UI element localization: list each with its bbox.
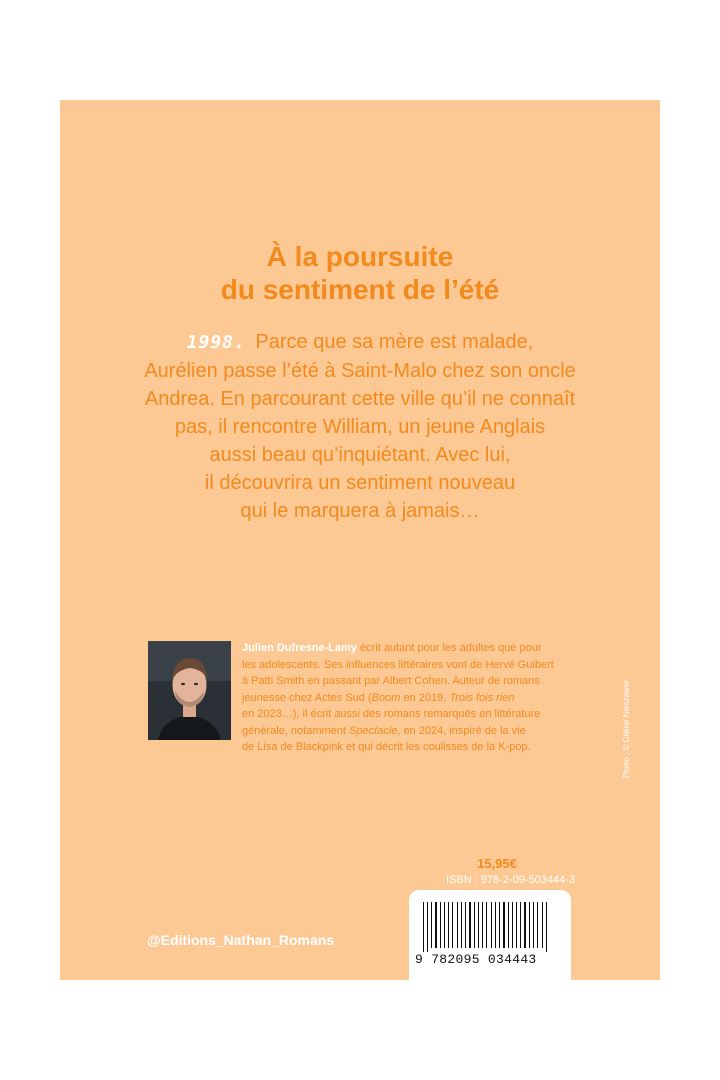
author-bio-line (242, 723, 587, 740)
author-bio-line: les adolescents. Ses influences littéraires vont de Hervé Guibert (242, 658, 554, 671)
author-portrait-image (148, 641, 231, 740)
book-title-line: À la poursuite (266, 241, 454, 272)
barcode-icon (421, 902, 559, 952)
barcode-digits: 9 782095 034443 (415, 952, 537, 967)
author-name: Julien Dufresne-Lamy (242, 642, 357, 654)
book-title-trois-fois-rien: Trois fois rien (449, 691, 515, 704)
synopsis-year: 1998. (186, 332, 246, 353)
book-back-cover (60, 100, 660, 980)
photo-credit (622, 638, 636, 778)
author-bio-line (242, 640, 587, 657)
book-title-boom: Boom (371, 691, 401, 704)
synopsis-line: Andrea. En parcourant cette ville qu’il ne connaît (144, 388, 576, 410)
barcode-panel (409, 890, 571, 980)
synopsis-line: aussi beau qu’inquiétant. Avec lui, (209, 444, 511, 466)
synopsis-line: Aurélien passe l’été à Saint-Malo chez son oncle (144, 360, 576, 382)
isbn: ISBN : 978-2-09-503444-3 (445, 874, 575, 886)
author-bio-text: générale, notamment (242, 724, 350, 737)
author-bio-text: jeunesse chez Actes Sud ( (242, 691, 372, 704)
author-bio-text: , en 2024, inspiré de la vie (397, 724, 526, 737)
synopsis-line (60, 328, 660, 357)
author-bio-line: de Lisa de Blackpink et qui décrit les coulisses de la K-pop. (242, 741, 531, 753)
author-bio-text: en 2019, (400, 691, 450, 704)
author-bio-line (242, 690, 587, 707)
book-title-line: du sentiment de l’été (220, 274, 500, 305)
price: 15,95€ (477, 856, 517, 871)
author-bio (242, 640, 587, 756)
author-bio-text: écrit autant pour les adultes que pour (356, 642, 542, 654)
synopsis (60, 328, 660, 525)
synopsis-line: il découvrira un sentiment nouveau (204, 472, 516, 494)
synopsis-text: Parce que sa mère est malade, (255, 331, 534, 353)
synopsis-line: qui le marquera à jamais… (240, 500, 480, 522)
author-photo (148, 641, 231, 740)
photo-credit-text: Photo : © Céline Nieszawer. (622, 678, 631, 778)
author-bio-line: à Patti Smith en passant par Albert Cohen. Auteur de romans (242, 675, 540, 687)
author-bio-line: en 2023…), il écrit aussi des romans remarqués en littérature (242, 708, 541, 720)
synopsis-line: pas, il rencontre William, un jeune Anglais (174, 416, 546, 438)
book-title-spectacle: Spectacle (349, 724, 398, 737)
social-handle: @Editions_Nathan_Romans (147, 932, 335, 948)
book-title (60, 240, 660, 306)
